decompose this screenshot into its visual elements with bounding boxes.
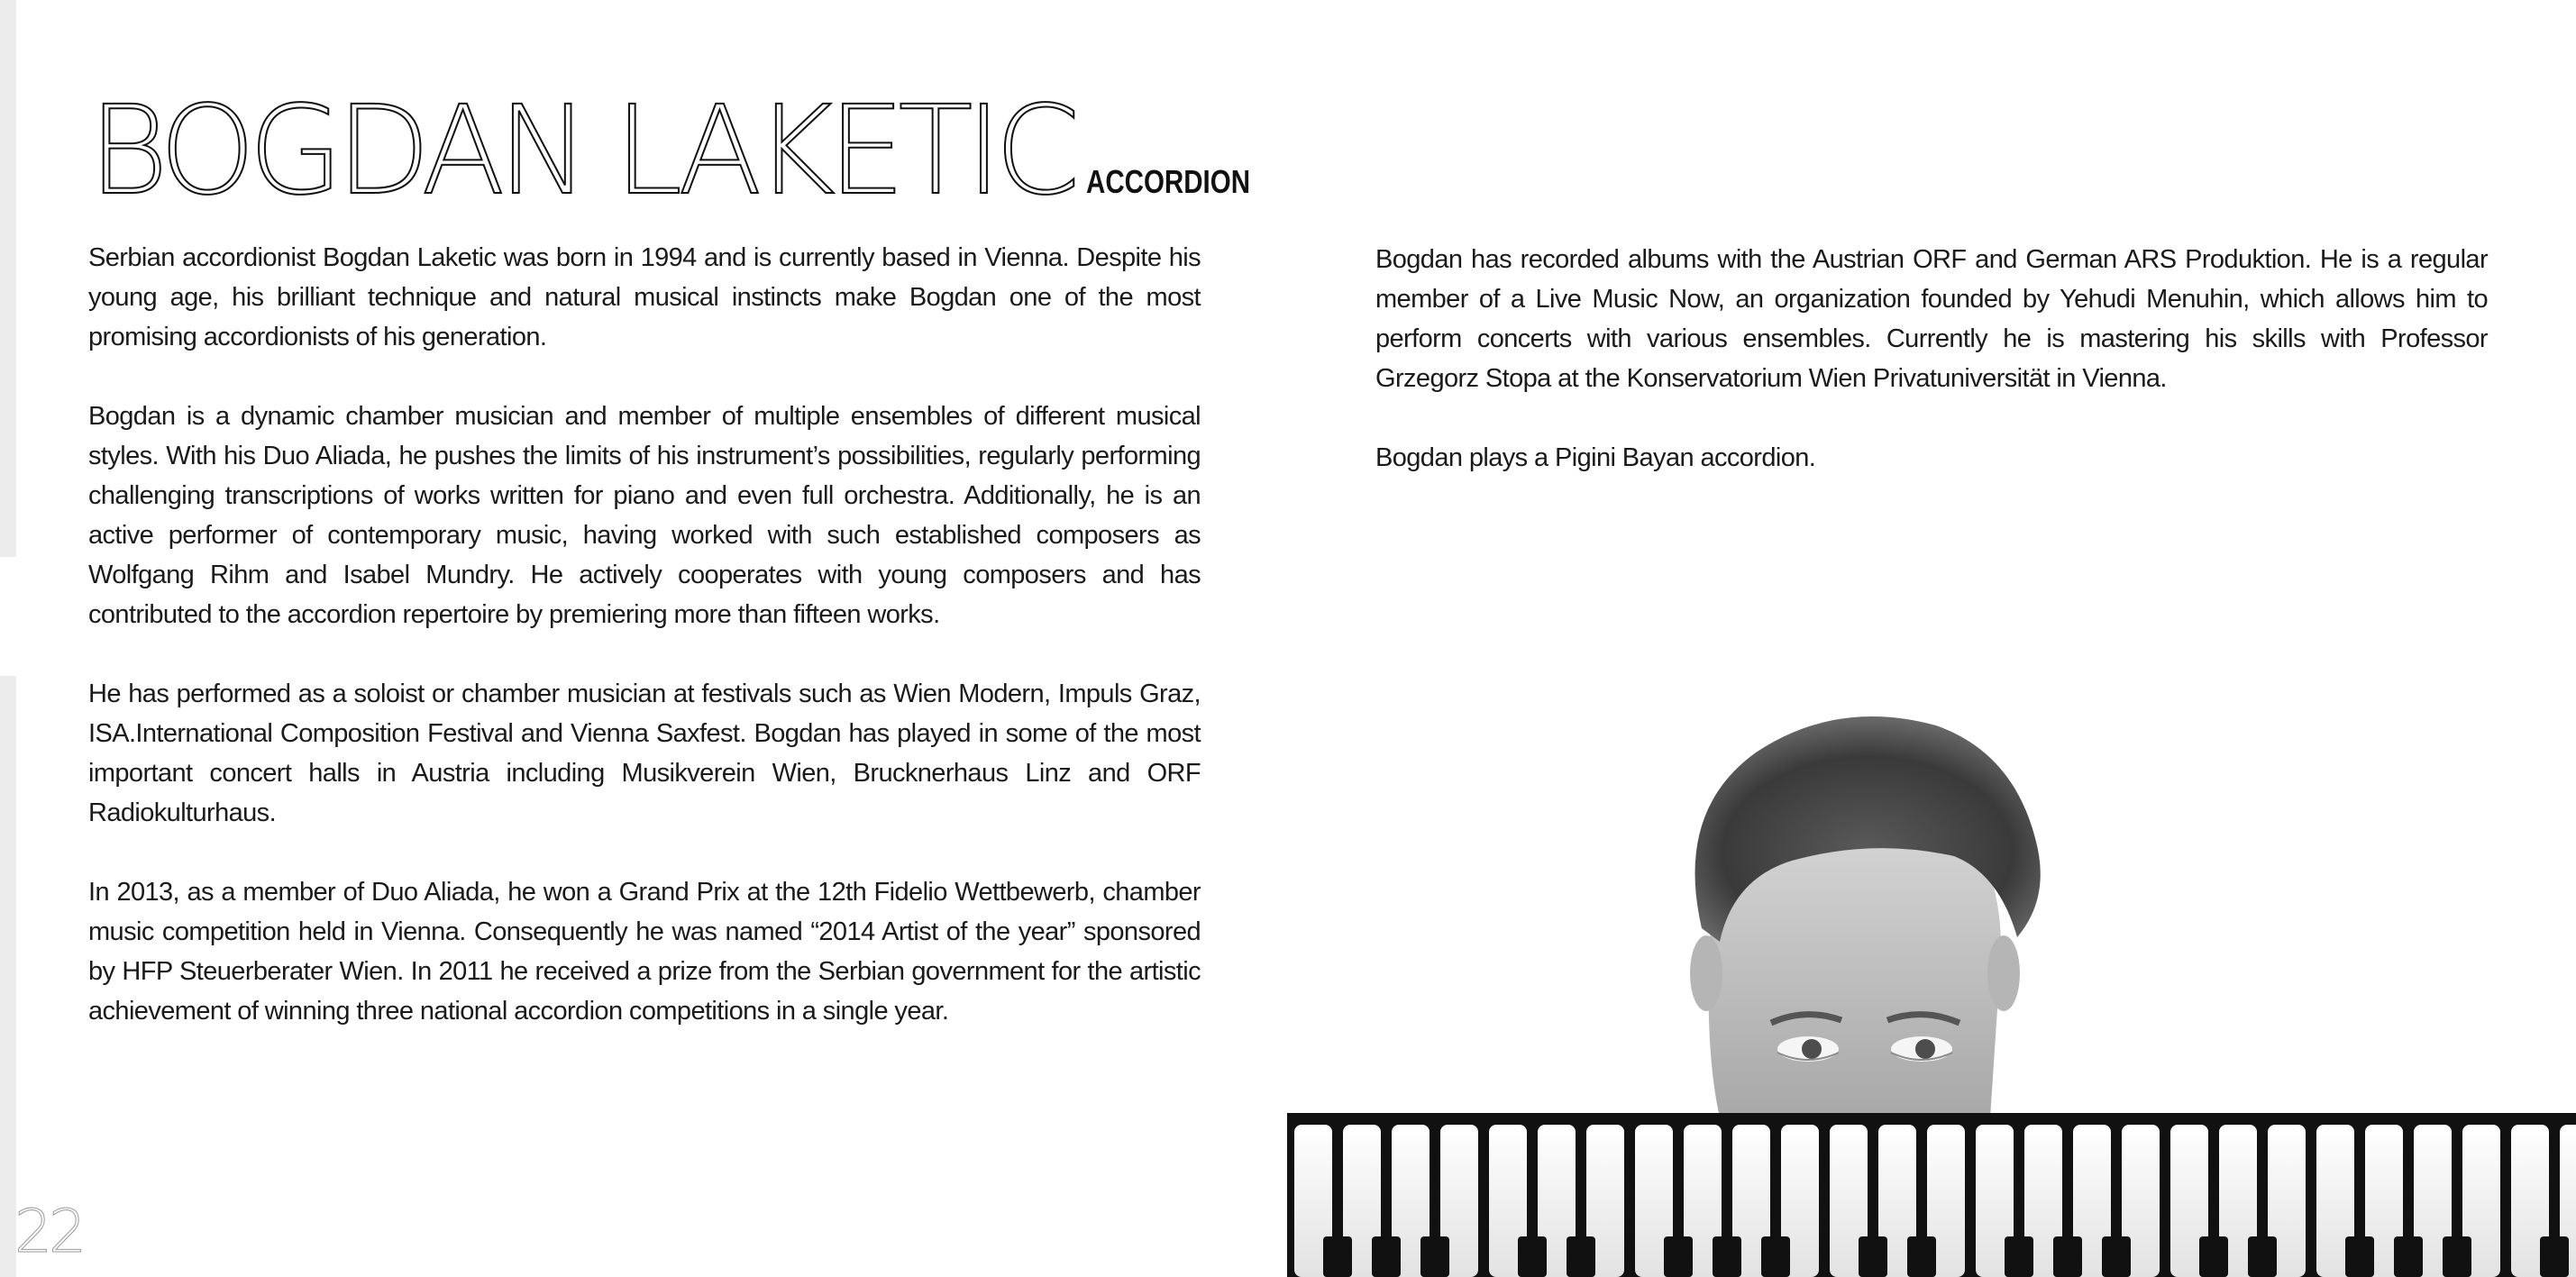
- portrait-photo: [1287, 703, 2576, 1277]
- bio-paragraph-5: Bogdan has recorded albums with the Austrian ORF and German ARS Produktion. He is a regular member of a Live Music Now, an organization founded by Yehudi Menuhin, which allows him to perform concerts with various ensembles. Currently he is mastering his skills with Professor Grzegorz Stopa at the Konservatorium Wien Privatuniversität in Vienna.: [1375, 245, 2488, 393]
- bio-paragraph-6: Bogdan plays a Pigini Bayan accordion.: [1375, 443, 1816, 472]
- bio-paragraph-1: Serbian accordionist Bogdan Laketic was born in 1994 and is currently based in Vienna. Despite his young age, his brilliant technique and natural musical instincts make Bogdan one of the most promising accordionists of his generation.: [88, 243, 1201, 351]
- title-row: [88, 80, 1286, 223]
- right-column: [1375, 240, 2488, 517]
- page-edge-shadow-top: [0, 0, 16, 557]
- bio-paragraph-3: He has performed as a soloist or chamber musician at festivals such as Wien Modern, Impuls Graz, ISA.International Composition Festival and Vienna Saxfest. Bogdan has played in some of the most important concert halls in Austria including Musikverein Wien, Brucknerhaus Linz and ORF Radiokulturhaus.: [88, 680, 1201, 827]
- instrument-subtitle: ACCORDION: [1085, 163, 1250, 200]
- page-edge-shadow-bottom: [0, 676, 16, 1277]
- bio-paragraph-4: In 2013, as a member of Duo Aliada, he won a Grand Prix at the 12th Fidelio Wettbewerb, chamber music competition held in Vienna. Consequently he was named “2014 Artist of the year” sponsored by HFP Steuerberater Wien. In 2011 he received a prize from the Serbian government for the artistic achievement of winning three national accordion competitions in a single year.: [88, 878, 1201, 1026]
- page-title: BOGDAN LAKETIC: [88, 80, 1073, 223]
- left-column: [88, 238, 1201, 1071]
- page-number: 22: [14, 1197, 83, 1266]
- bio-paragraph-2: Bogdan is a dynamic chamber musician and member of multiple ensembles of different musical styles. With his Duo Aliada, he pushes the limits of his instrument’s possibilities, regularly performing challenging transcriptions of works written for piano and even full orchestra. Additionally, he is an active performer of contemporary music, having worked with such established composers as Wolfgang Rihm and Isabel Mundry. He actively cooperates with young composers and has contributed to the accordion repertoire by premiering more than fifteen works.: [88, 402, 1201, 629]
